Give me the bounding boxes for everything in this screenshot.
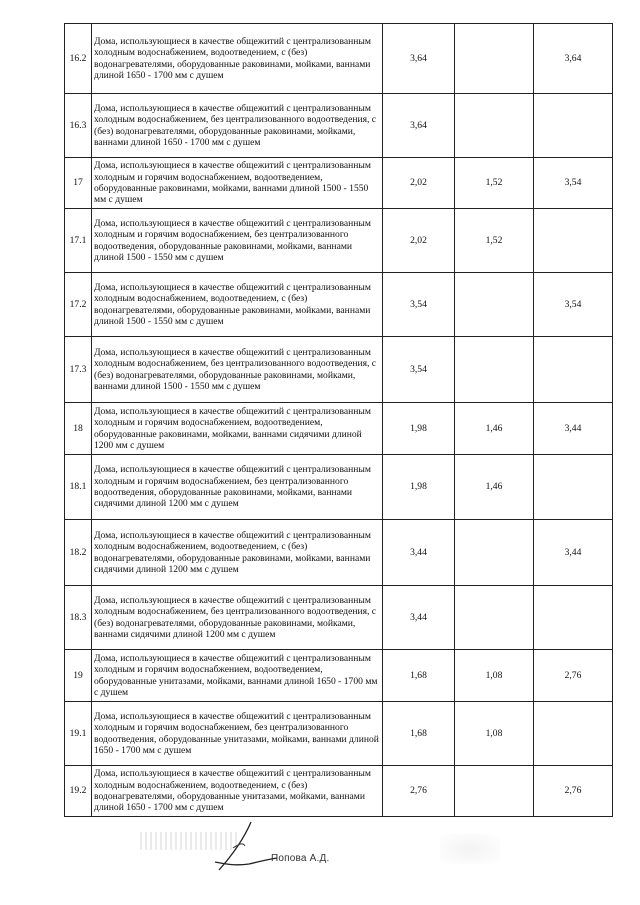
row-number: 18 bbox=[65, 403, 92, 455]
value-cold-water: 3,54 bbox=[383, 273, 455, 337]
value-cold-water: 2,02 bbox=[383, 209, 455, 273]
row-number: 18.1 bbox=[65, 455, 92, 520]
table-row bbox=[65, 209, 613, 273]
value-hot-water bbox=[455, 766, 534, 817]
value-hot-water: 1,46 bbox=[455, 455, 534, 520]
norms-table bbox=[64, 23, 613, 817]
signature-mark bbox=[205, 818, 285, 878]
table-row bbox=[65, 766, 613, 817]
value-wastewater: 3,64 bbox=[534, 24, 613, 94]
value-cold-water: 2,76 bbox=[383, 766, 455, 817]
table-body bbox=[65, 24, 613, 817]
row-description: Дома, использующиеся в качестве общежитий с централизованным холодным водоснабжением, без централизованного водоотведения, с (без) водонагревателями, оборудованные раковинами, мойками, ваннами длиной 1650 - 1700 мм с душем bbox=[92, 94, 383, 158]
row-description: Дома, использующиеся в качестве общежитий с централизованным холодным водоснабжением, водоотведением, с (без) водонагревателями, оборудованные раковинами, мойками, ваннами длиной 1500 - 1550 мм с душем bbox=[92, 273, 383, 337]
row-description: Дома, использующиеся в качестве общежитий с централизованным холодным и горячим водоснабжением, водоотведением, оборудованные раковинами, мойками, ваннами длиной 1500 - 1550 мм с душем bbox=[92, 158, 383, 209]
table-row bbox=[65, 337, 613, 403]
value-hot-water bbox=[455, 520, 534, 586]
row-description: Дома, использующиеся в качестве общежитий с централизованным холодным и горячим водоснабжением, водоотведением, оборудованные раковинами, мойками, ваннами сидячими длиной 1200 мм с душем bbox=[92, 403, 383, 455]
value-hot-water: 1,08 bbox=[455, 702, 534, 766]
value-cold-water: 3,54 bbox=[383, 337, 455, 403]
row-number: 16.3 bbox=[65, 94, 92, 158]
row-description: Дома, использующиеся в качестве общежитий с централизованным холодным водоснабжением, без централизованного водоотведения, с (без) водонагревателями, оборудованные раковинами, мойками, ваннами сидячими длиной 1200 мм с душем bbox=[92, 586, 383, 650]
value-wastewater: 3,44 bbox=[534, 520, 613, 586]
table-row bbox=[65, 158, 613, 209]
table-row bbox=[65, 455, 613, 520]
table-row bbox=[65, 586, 613, 650]
row-number: 17.1 bbox=[65, 209, 92, 273]
value-hot-water bbox=[455, 337, 534, 403]
value-wastewater: 3,44 bbox=[534, 403, 613, 455]
table-row bbox=[65, 273, 613, 337]
table-row bbox=[65, 24, 613, 94]
table-row bbox=[65, 94, 613, 158]
value-wastewater: 2,76 bbox=[534, 766, 613, 817]
row-description: Дома, использующиеся в качестве общежитий с централизованным холодным и горячим водоснабжением, без централизованного водоотведения, оборудованные раковинами, мойками, ваннами длиной 1500 - 1550 мм с душем bbox=[92, 209, 383, 273]
row-number: 18.3 bbox=[65, 586, 92, 650]
table-row bbox=[65, 650, 613, 702]
value-wastewater: 3,54 bbox=[534, 273, 613, 337]
table-row bbox=[65, 403, 613, 455]
row-number: 19.2 bbox=[65, 766, 92, 817]
row-description: Дома, использующиеся в качестве общежитий с централизованным холодным и горячим водоснабжением, без централизованного водоотведения, оборудованные раковинами, мойками, ваннами сидячими длиной 1200 мм с душем bbox=[92, 455, 383, 520]
row-description: Дома, использующиеся в качестве общежитий с централизованным холодным и горячим водоснабжением, без централизованного водоотведения, оборудованные унитазами, мойками, ваннами длиной 1650 - 1700 мм с душем bbox=[92, 702, 383, 766]
value-hot-water bbox=[455, 273, 534, 337]
row-number: 17.2 bbox=[65, 273, 92, 337]
value-wastewater bbox=[534, 94, 613, 158]
value-hot-water bbox=[455, 94, 534, 158]
value-wastewater bbox=[534, 337, 613, 403]
value-wastewater bbox=[534, 209, 613, 273]
value-hot-water bbox=[455, 24, 534, 94]
row-description: Дома, использующиеся в качестве общежитий с централизованным холодным водоснабжением, водоотведением, с (без) водонагревателями, оборудованные раковинами, мойками, ваннами длиной 1650 - 1700 мм с душем bbox=[92, 24, 383, 94]
row-description: Дома, использующиеся в качестве общежитий с централизованным холодным водоснабжением, водоотведением, с (без) водонагревателями, оборудованные унитазами, мойками, ваннами длиной 1650 - 1700 мм с душем bbox=[92, 766, 383, 817]
value-cold-water: 1,68 bbox=[383, 702, 455, 766]
row-description: Дома, использующиеся в качестве общежитий с централизованным холодным и горячим водоснабжением, водоотведением, оборудованные унитазами, мойками, ваннами длиной 1650 - 1700 мм с душем bbox=[92, 650, 383, 702]
value-cold-water: 3,44 bbox=[383, 586, 455, 650]
value-hot-water: 1,46 bbox=[455, 403, 534, 455]
signatory-name: Попова А.Д. bbox=[271, 853, 330, 864]
value-hot-water: 1,52 bbox=[455, 209, 534, 273]
value-wastewater bbox=[534, 455, 613, 520]
table-row bbox=[65, 702, 613, 766]
row-number: 16.2 bbox=[65, 24, 92, 94]
value-wastewater bbox=[534, 702, 613, 766]
scan-smudge bbox=[440, 834, 500, 864]
value-hot-water: 1,52 bbox=[455, 158, 534, 209]
value-wastewater bbox=[534, 586, 613, 650]
row-number: 19.1 bbox=[65, 702, 92, 766]
row-description: Дома, использующиеся в качестве общежитий с централизованным холодным водоснабжением, без централизованного водоотведения, с (без) водонагревателями, оборудованные раковинами, мойками, ваннами длиной 1500 - 1550 мм с душем bbox=[92, 337, 383, 403]
row-number: 17.3 bbox=[65, 337, 92, 403]
value-wastewater: 2,76 bbox=[534, 650, 613, 702]
value-cold-water: 1,98 bbox=[383, 455, 455, 520]
value-wastewater: 3,54 bbox=[534, 158, 613, 209]
table-row bbox=[65, 520, 613, 586]
value-cold-water: 1,68 bbox=[383, 650, 455, 702]
row-description: Дома, использующиеся в качестве общежитий с централизованным холодным водоснабжением, водоотведением, с (без) водонагревателями, оборудованные раковинами, мойками, ваннами сидячими длиной 1200 мм с душем bbox=[92, 520, 383, 586]
value-hot-water: 1,08 bbox=[455, 650, 534, 702]
value-cold-water: 3,44 bbox=[383, 520, 455, 586]
value-hot-water bbox=[455, 586, 534, 650]
value-cold-water: 3,64 bbox=[383, 94, 455, 158]
row-number: 17 bbox=[65, 158, 92, 209]
value-cold-water: 3,64 bbox=[383, 24, 455, 94]
value-cold-water: 1,98 bbox=[383, 403, 455, 455]
row-number: 19 bbox=[65, 650, 92, 702]
row-number: 18.2 bbox=[65, 520, 92, 586]
value-cold-water: 2,02 bbox=[383, 158, 455, 209]
